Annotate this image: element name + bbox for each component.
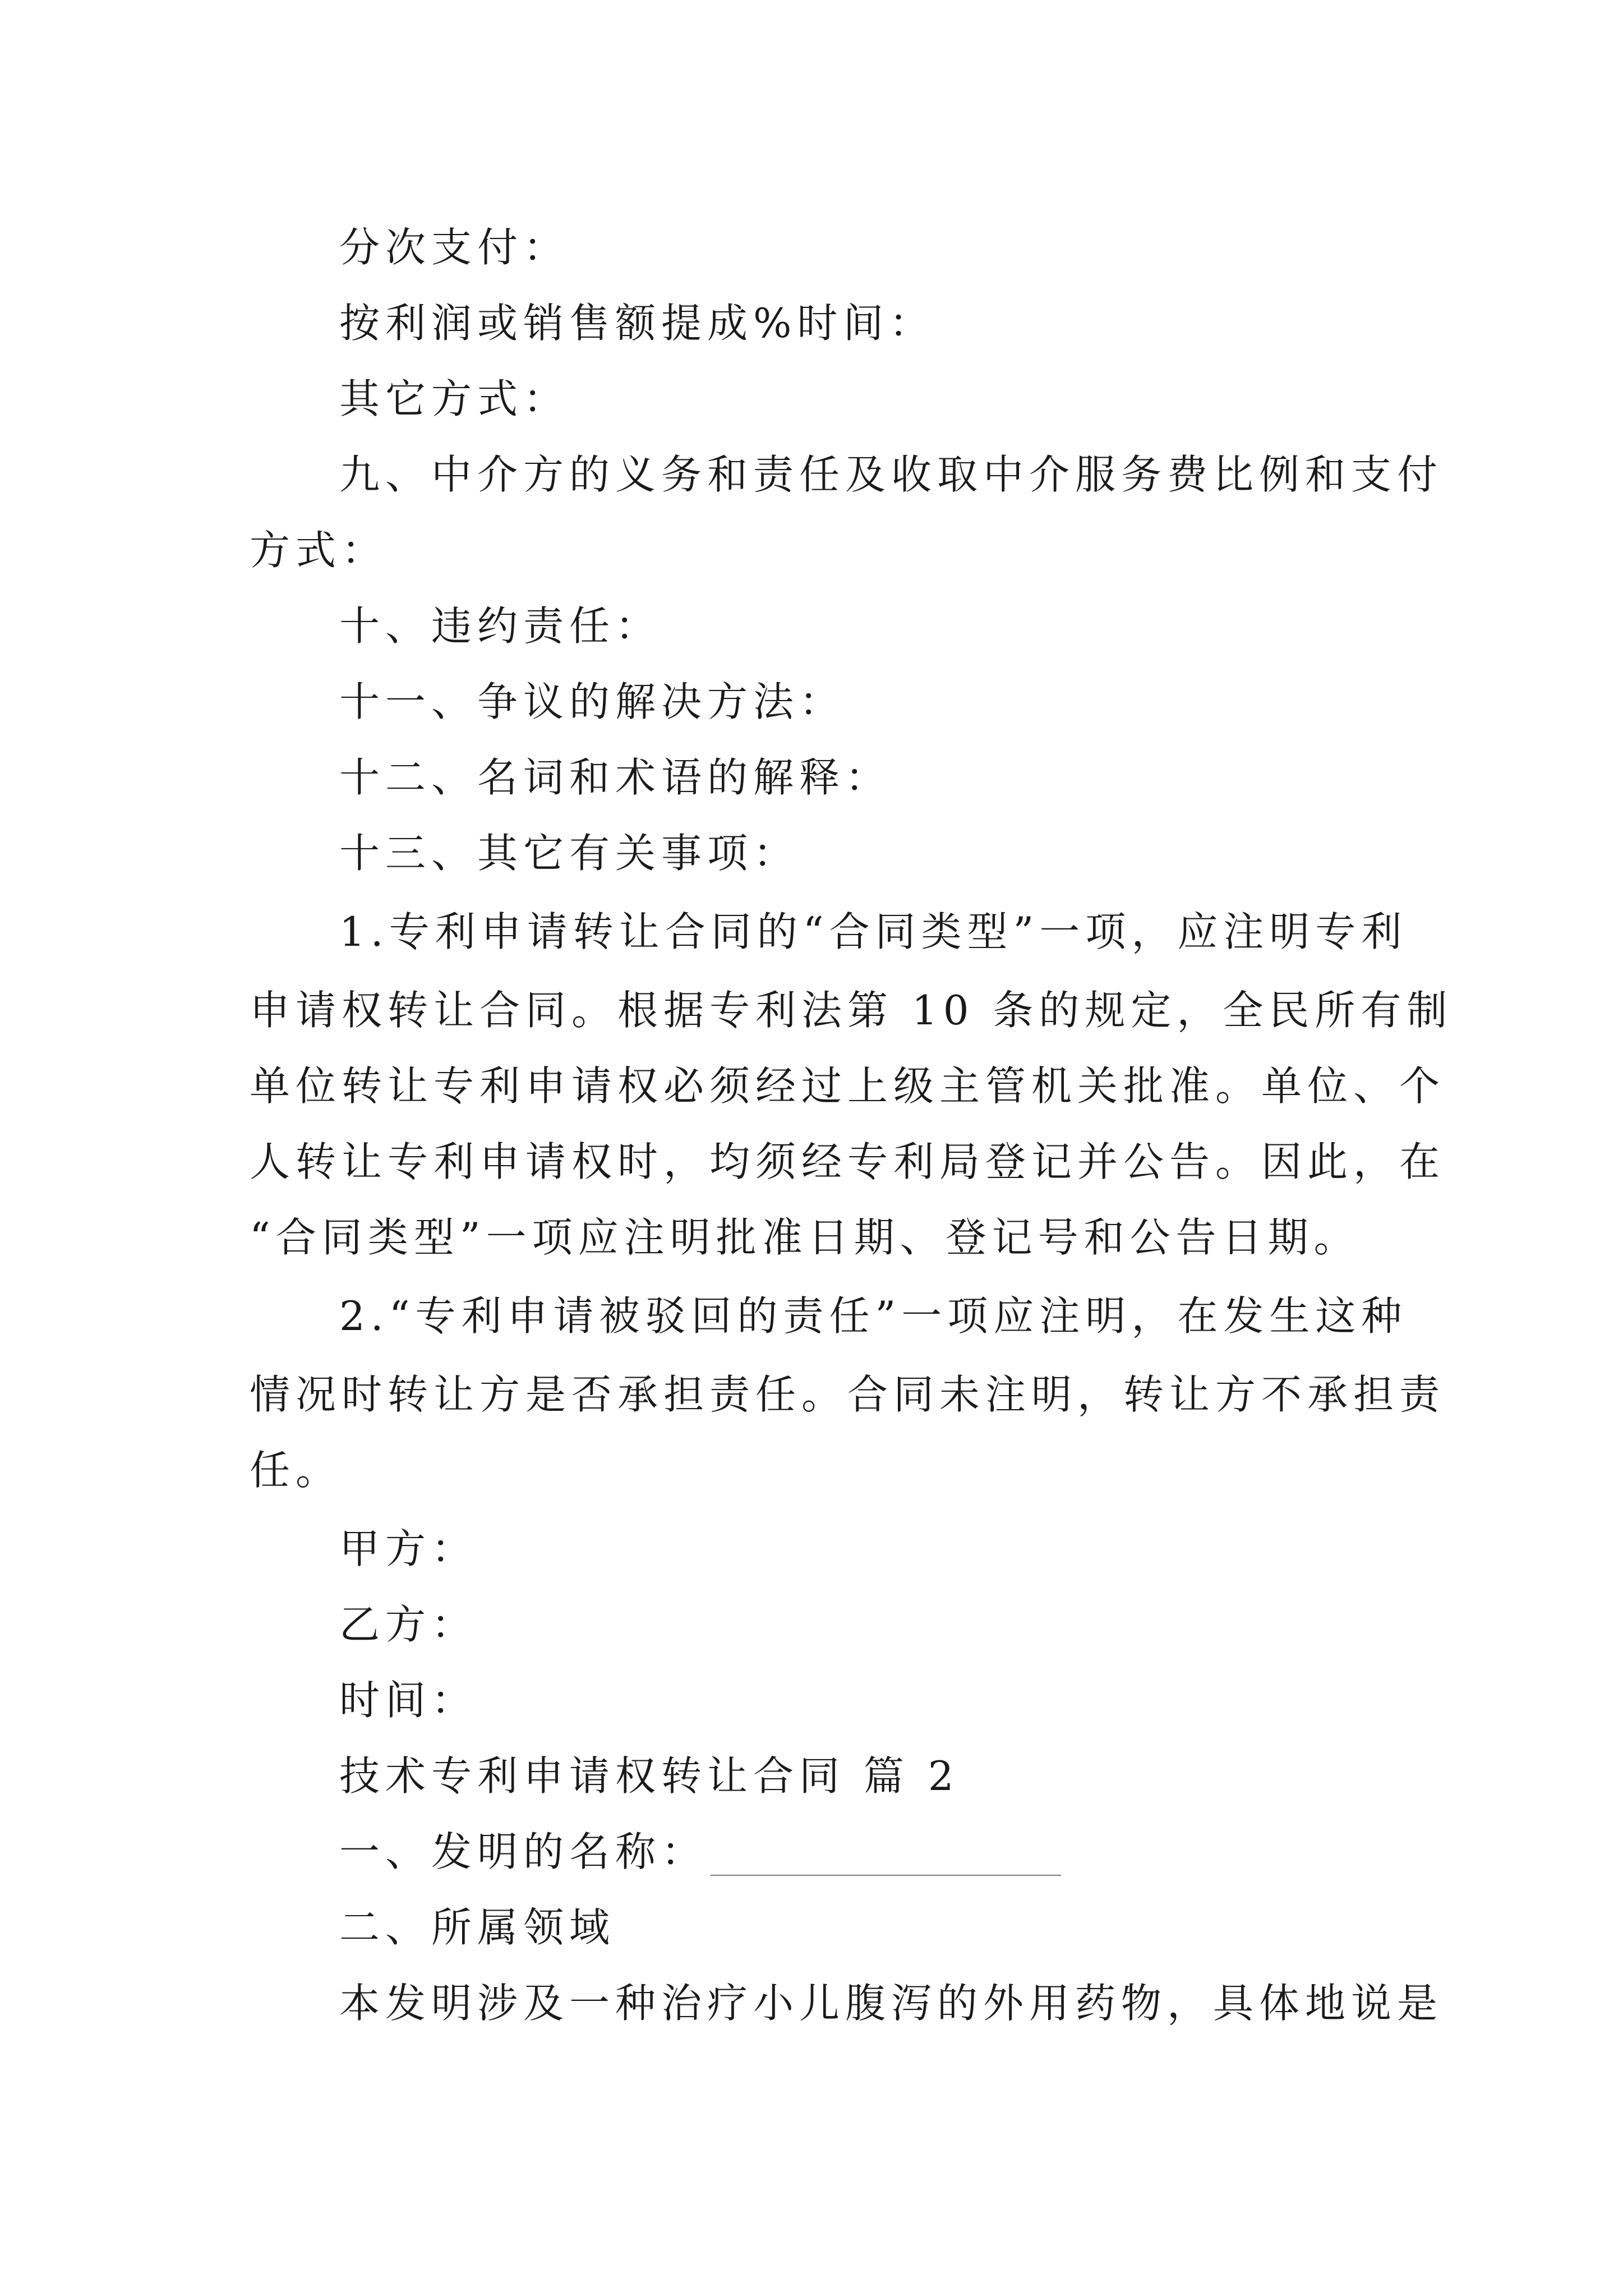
text-line: 按利润或销售额提成%时间： [339, 300, 935, 347]
text-line: 单位转让专利申请权必须经过上级主管机关批准。单位、个 [250, 1062, 1446, 1110]
invention-name-blank [711, 1875, 1061, 1876]
text-line: 申请权转让合同。根据专利法第 10 条的规定，全民所有制 [250, 987, 1453, 1034]
text-line-with-blank [339, 1828, 1061, 1875]
text-line: 方式： [250, 527, 388, 574]
text-line: 乙方： [339, 1601, 478, 1648]
text-line: 十三、其它有关事项： [339, 830, 800, 877]
invention-name-label: 一、发明的名称： [339, 1828, 708, 1875]
text-line: 本发明涉及一种治疗小儿腹泻的外用药物，具体地说是 [339, 1980, 1444, 2027]
text-line: 十一、争议的解决方法： [339, 678, 846, 725]
text-line: 2.“专利申请被驳回的责任”一项应注明，在发生这种 [339, 1292, 1408, 1340]
text-line: 任。 [250, 1447, 342, 1494]
section-heading: 技术专利申请权转让合同 篇 2 [339, 1752, 960, 1800]
text-line: 九、中介方的义务和责任及收取中介服务费比例和支付 [339, 451, 1444, 498]
text-line: 1.专利申请转让合同的“合同类型”一项，应注明专利 [339, 908, 1408, 955]
text-line: 情况时转让方是否承担责任。合同未注明，转让方不承担责 [250, 1371, 1446, 1418]
text-line: 分次支付： [339, 224, 570, 271]
text-line: 十、违约责任： [339, 602, 662, 650]
text-line: 人转让专利申请权时，均须经专利局登记并公告。因此，在 [250, 1138, 1446, 1185]
text-line: 二、所属领域 [339, 1904, 616, 1951]
text-line: “合同类型”一项应注明批准日期、登记号和公告日期。 [250, 1214, 1360, 1261]
text-line: 时间： [339, 1677, 478, 1724]
text-line: 甲方： [339, 1525, 478, 1572]
text-line: 其它方式： [339, 375, 570, 422]
text-line: 十二、名词和术语的解释： [339, 754, 892, 801]
